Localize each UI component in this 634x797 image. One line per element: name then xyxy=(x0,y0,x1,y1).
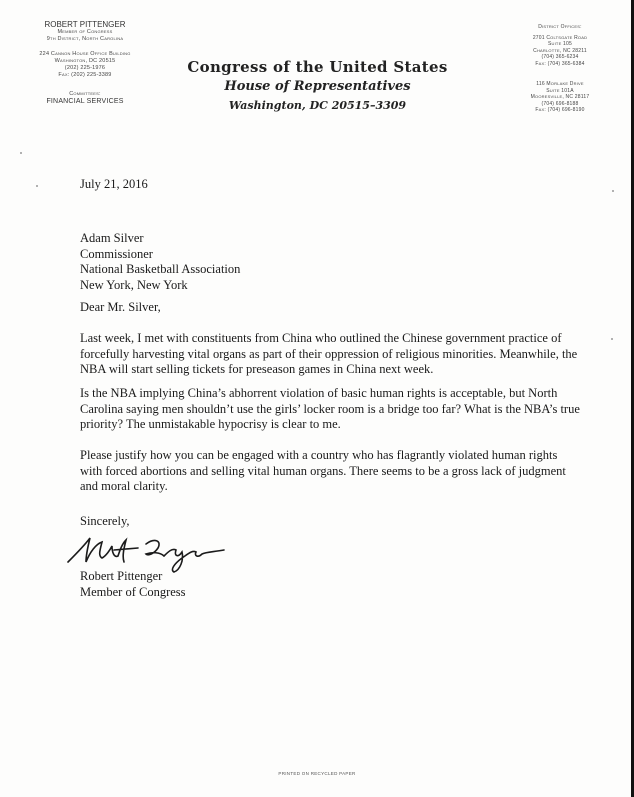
office-line: Charlotte, NC 28211 xyxy=(533,47,587,54)
district: 9th District, North Carolina xyxy=(46,36,124,42)
signer-block xyxy=(80,569,580,600)
washington-heading: Washington, DC 20515–3309 xyxy=(228,99,407,112)
letterhead-right xyxy=(505,24,615,114)
member-title: Member of Congress xyxy=(57,29,113,35)
dc-address-line: (202) 225-1976 xyxy=(64,65,106,71)
office-line: Suite 105 xyxy=(548,41,572,47)
paragraph-2: Is the NBA implying China’s abhorrent violation of basic human rights is acceptable, but North Carolina saying men shouldn’t use the girls’ locker room is a bridge too far? What is the NBA’s true priority? The unmistakable hypocrisy is clear to me. xyxy=(80,386,580,431)
paragraph-3: Please justify how you can be engaged with a country who has flagrantly violated human rights with forced abortions and selling vital human organs. There seems to be a gross lack of judgment and moral clarity. xyxy=(80,448,566,493)
salutation: Dear Mr. Silver, xyxy=(80,300,161,314)
office-line: Fax: (704) 365-6384 xyxy=(535,60,585,67)
dc-address-line: Washington, DC 20515 xyxy=(54,58,116,64)
district-offices-label: District Offices: xyxy=(538,24,582,30)
member-name: ROBERT PITTENGER xyxy=(44,20,126,29)
house-heading: House of Representatives xyxy=(224,79,411,94)
office-line: Fax: (704) 696-8190 xyxy=(535,107,585,113)
scan-speck xyxy=(36,185,38,187)
letterhead-left xyxy=(0,20,170,105)
letterhead-center xyxy=(170,58,465,112)
recycled-paper-note: PRINTED ON RECYCLED PAPER xyxy=(278,771,356,776)
paragraph-1: Last week, I met with constituents from China who outlined the Chinese government practice of forcefully harvesting vital organs as part of their oppression of religious minorities. Meanwhile, the NBA will start selling tickets for preseason games in China next week. xyxy=(80,331,578,376)
recipient-line: National Basketball Association xyxy=(80,262,241,276)
dc-address-line: 224 Cannon House Office Building xyxy=(39,51,131,57)
scan-speck xyxy=(611,338,613,340)
office-line: (704) 365-6234 xyxy=(541,54,579,60)
committee-name: FINANCIAL SERVICES xyxy=(46,98,124,105)
dc-address-line: Fax: (202) 225-3389 xyxy=(58,72,112,78)
office-line: 116 Morlake Drive xyxy=(536,81,584,87)
committees-label: Committees: xyxy=(69,91,101,97)
signer-title: Member of Congress xyxy=(80,584,186,599)
recipient-block xyxy=(80,231,580,293)
office-line: Suite 101A xyxy=(546,87,574,94)
recipient-line: New York, New York xyxy=(80,277,188,292)
closing: Sincerely, xyxy=(80,514,130,528)
letter-date: July 21, 2016 xyxy=(80,177,148,191)
signer-name: Robert Pittenger xyxy=(80,569,163,583)
scan-speck xyxy=(20,152,22,154)
office-line: Mooresville, NC 28117 xyxy=(530,94,590,100)
scan-speck xyxy=(612,190,614,192)
recipient-line: Adam Silver xyxy=(80,231,144,245)
recipient-line: Commissioner xyxy=(80,246,153,261)
office-line: 2701 Coltsgate Road xyxy=(532,34,588,41)
office-line: (704) 696-8188 xyxy=(541,100,579,107)
congress-heading: Congress of the United States xyxy=(187,58,448,76)
